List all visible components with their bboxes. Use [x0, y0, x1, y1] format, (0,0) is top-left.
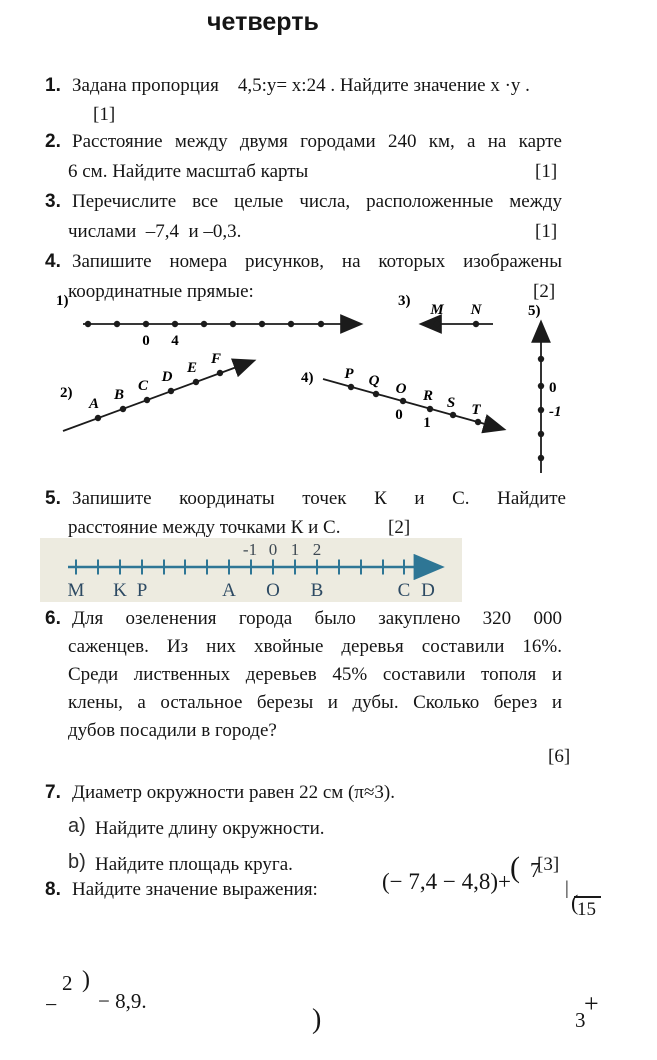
- q5-score-mark: [2]: [388, 517, 411, 538]
- q3-score-mark: [1]: [535, 221, 558, 242]
- q6-number: 6.: [45, 608, 61, 629]
- q1-score-mark: [1]: [93, 104, 116, 125]
- diagram-3-label: 3): [398, 293, 411, 309]
- diagram-2-point-B: B: [113, 387, 125, 403]
- diagram-4: [301, 366, 503, 431]
- diagram-4-point-S: S: [446, 395, 456, 411]
- diagram-4-point-O: O: [395, 381, 407, 397]
- diagram-2-point-A: A: [88, 396, 100, 412]
- point-K: K: [113, 580, 127, 601]
- q6-text-line1: Для озеленения города было закуплено 320 000: [72, 608, 562, 629]
- q7-item-b-label: b): [68, 851, 86, 873]
- diagram-2-point-E: E: [186, 360, 198, 376]
- diagram-2-label: 2): [60, 385, 73, 401]
- q4-text-line1: Запишите номера рисунков, на которых изображены: [72, 251, 562, 272]
- q1-text: Задана пропорция 4,5:y= x:24 . Найдите значение x ·y .: [72, 75, 530, 96]
- coord-0: 0: [268, 540, 278, 559]
- diagram-3: [398, 293, 493, 327]
- q7-number: 7.: [45, 782, 61, 803]
- diagram-5-zero: 0: [549, 380, 557, 396]
- q1-number: 1.: [45, 75, 61, 96]
- q7-item-b-text: Найдите площадь круга.: [95, 854, 293, 875]
- q8-fragment-close-paren-small: ): [82, 967, 90, 993]
- point-O: O: [266, 580, 280, 601]
- coord-minus1: -1: [242, 540, 258, 559]
- q8-number: 8.: [45, 879, 61, 900]
- diagram-4-one: 1: [423, 415, 431, 431]
- q2-number: 2.: [45, 131, 61, 152]
- q7-score-mark: [3]: [537, 854, 560, 875]
- q8-expression-main: (− 7,4 − 4,8)+: [382, 869, 511, 894]
- diagram-4-point-T: T: [471, 402, 481, 418]
- q8-expression-numerator-7: 7: [530, 858, 541, 882]
- q7-item-a-text: Найдите длину окружности.: [95, 818, 325, 839]
- diagram-2-point-F: F: [210, 351, 222, 367]
- diagram-5: [528, 303, 562, 473]
- q8-text-line1: Найдите значение выражения:: [72, 879, 318, 900]
- diagram-4-zero: 0: [395, 407, 403, 423]
- coord-1: 1: [290, 540, 300, 559]
- q6-text-line5: дубов посадили в городе?: [68, 720, 277, 741]
- diagram-1-label: 1): [56, 293, 69, 309]
- q4-number: 4.: [45, 251, 61, 272]
- q5-number: 5.: [45, 488, 61, 509]
- q6-text-line4: клены, а остальное березы и дубы. Сколько берез и: [68, 692, 562, 713]
- q6-text-line3: Среди лиственных деревьев 45% составили тополя и: [68, 664, 562, 685]
- q8-expression-denominator-15: 15: [577, 899, 596, 920]
- diagram-4-point-R: R: [422, 388, 434, 404]
- diagram-5-label: 5): [528, 303, 541, 319]
- q5-number-line: [40, 538, 462, 602]
- q5-text-line1: Запишите координаты точек К и С. Найдите: [72, 488, 566, 509]
- diagram-1-four: 4: [171, 333, 179, 349]
- page-title: четверть: [207, 8, 319, 36]
- coord-2: 2: [312, 540, 322, 559]
- q3-text-line2: числами –7,4 и –0,3.: [68, 221, 242, 242]
- q4-figure: [38, 289, 578, 484]
- diagram-5-minus1: -1: [549, 404, 562, 420]
- diagram-4-point-P: P: [344, 366, 354, 382]
- point-D: D: [421, 580, 435, 601]
- q4-text-line2: координатные прямые:: [68, 281, 254, 302]
- q2-text-line2: 6 см. Найдите масштаб карты: [68, 161, 309, 182]
- q7-text-line1: Диаметр окружности равен 22 см (π≈3).: [72, 782, 395, 803]
- q3-text-line1: Перечислите все целые числа, расположенные между: [72, 191, 562, 212]
- q8-fragment-minus: −: [45, 992, 58, 1017]
- point-M: M: [67, 580, 85, 601]
- diagram-2: [60, 351, 253, 431]
- q6-text-line2: саженцев. Из них хвойные деревья составили 16%.: [68, 636, 562, 657]
- point-A: A: [222, 580, 236, 601]
- q8-fragment-3: 3: [575, 1008, 586, 1032]
- point-P: P: [136, 580, 148, 601]
- q8-expression-slash-paren: (: [571, 890, 579, 915]
- diagram-1: [56, 293, 360, 349]
- diagram-4-point-Q: Q: [368, 373, 380, 389]
- diagram-2-point-D: D: [161, 369, 173, 385]
- q8-fragment-2: 2: [62, 971, 73, 995]
- q5-text-line2: расстояние между точками К и С.: [68, 517, 341, 538]
- point-C: C: [397, 580, 411, 601]
- q8-expression-pipe: |: [565, 878, 569, 899]
- q2-score-mark: [1]: [535, 161, 558, 182]
- q8-fragment-plus: +: [584, 989, 599, 1018]
- diagram-3-point-N: N: [470, 302, 482, 318]
- q8-expression-open-paren: (: [510, 851, 520, 884]
- q7-item-a-label: a): [68, 815, 86, 837]
- diagram-2-point-C: C: [137, 378, 149, 394]
- diagram-1-zero: 0: [142, 333, 150, 349]
- q2-text-line1: Расстояние между двумя городами 240 км, а на карте: [72, 131, 562, 152]
- diagram-3-point-M: M: [430, 302, 444, 318]
- q6-score-mark: [6]: [548, 746, 571, 767]
- q8-fragment-close-paren-big: ): [312, 1004, 322, 1035]
- q8-fragment-minus-8-9: − 8,9.: [98, 989, 147, 1013]
- diagram-4-label: 4): [301, 370, 314, 386]
- point-B: B: [310, 580, 324, 601]
- q4-score-mark: [2]: [533, 281, 556, 302]
- q3-number: 3.: [45, 191, 61, 212]
